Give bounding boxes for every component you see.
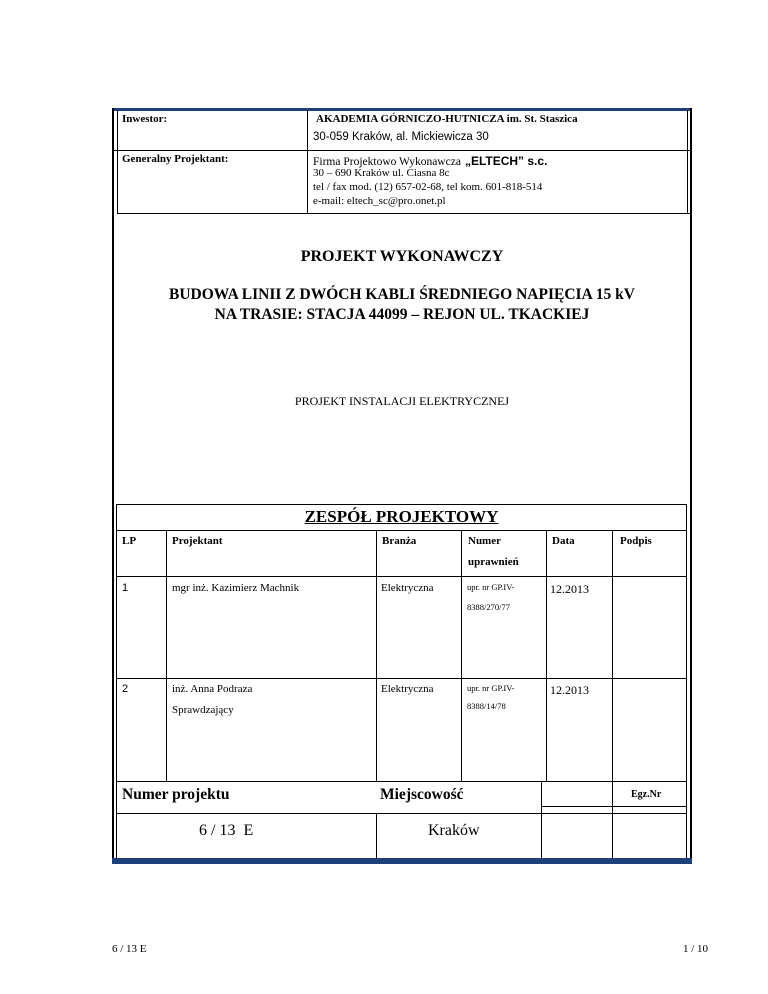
col-header-lp: LP bbox=[122, 535, 137, 547]
team-heading: ZESPÓŁ PROJEKTOWY bbox=[304, 507, 499, 526]
designer-firm-name: „ELTECH” s.c. bbox=[464, 154, 548, 168]
header-bottom bbox=[118, 213, 690, 214]
col-header-podpis: Podpis bbox=[620, 535, 652, 547]
header-col-divider bbox=[307, 110, 308, 214]
team-row1-bottom bbox=[116, 678, 687, 679]
row-branch: Elektryczna bbox=[381, 582, 434, 594]
frame-top-accent bbox=[112, 108, 692, 111]
row-date: 12.2013 bbox=[550, 582, 589, 596]
investor-name: AKADEMIA GÓRNICZO-HUTNICZA im. St. Staszica bbox=[316, 113, 578, 125]
team-table-top bbox=[116, 504, 687, 505]
col-header-data: Data bbox=[552, 535, 575, 547]
designer-firm-prefix: Firma Projektowo Wykonawcza bbox=[313, 156, 461, 168]
row-designer-role: Sprawdzający bbox=[172, 704, 234, 716]
info-divider-location bbox=[541, 781, 542, 859]
location-value: Kraków bbox=[428, 822, 480, 839]
project-number-label: Numer projektu bbox=[122, 786, 230, 803]
info-divider-number bbox=[376, 813, 377, 859]
row-license-line2: 8388/14/78 bbox=[467, 701, 506, 711]
copy-number-label: Egz.Nr bbox=[631, 789, 662, 800]
col-divider-branza bbox=[461, 531, 462, 781]
col-divider-projektant bbox=[376, 531, 377, 781]
project-subtitle-line1: BUDOWA LINII Z DWÓCH KABLI ŚREDNIEGO NAPIĘCIA 15 kV bbox=[169, 286, 635, 303]
designer-label: Generalny Projektant: bbox=[122, 153, 229, 165]
col-header-uprawnien: uprawnień bbox=[468, 556, 519, 568]
header-inner-right bbox=[687, 110, 688, 214]
document-title: PROJEKT WYKONAWCZY bbox=[300, 248, 504, 265]
col-divider-data bbox=[612, 531, 613, 781]
footer-document-number: 6 / 13 E bbox=[112, 943, 147, 955]
investor-address: 30-059 Kraków, al. Mickiewicza 30 bbox=[313, 131, 489, 143]
col-header-branza: Branża bbox=[382, 535, 417, 547]
header-inner-left bbox=[117, 110, 118, 214]
row-license-line1: upr. nr GP.IV- bbox=[467, 683, 515, 693]
frame-left bbox=[112, 108, 114, 864]
row-lp: 2 bbox=[122, 683, 129, 695]
row-license-line2: 8388/270/77 bbox=[467, 602, 510, 612]
designer-email: e-mail: eltech_sc@pro.onet.pl bbox=[313, 195, 446, 207]
location-label: Miejscowość bbox=[380, 786, 464, 803]
header-divider bbox=[114, 150, 690, 151]
page-number: 1 / 10 bbox=[682, 943, 708, 955]
info-divider-egz bbox=[612, 781, 613, 859]
section-title: PROJEKT INSTALACJI ELEKTRYCZNEJ bbox=[294, 394, 510, 408]
project-subtitle-line2: NA TRASIE: STACJA 44099 – REJON UL. TKACKIEJ bbox=[214, 306, 590, 323]
info-row1-top bbox=[116, 781, 687, 782]
investor-label: Inwestor: bbox=[122, 113, 168, 125]
info-row2-top bbox=[116, 813, 687, 814]
row-designer-name: mgr inż. Kazimierz Machnik bbox=[172, 582, 300, 594]
col-divider-lp bbox=[166, 531, 167, 781]
row-branch: Elektryczna bbox=[381, 683, 434, 695]
project-number-value: 6 / 13 E bbox=[199, 822, 254, 839]
frame-bottom-accent bbox=[112, 858, 692, 864]
row-designer-name: inż. Anna Podraza bbox=[172, 683, 253, 695]
row-lp: 1 bbox=[122, 582, 129, 594]
info-left-border bbox=[116, 813, 117, 859]
frame-right bbox=[690, 108, 692, 864]
designer-address: 30 – 690 Kraków ul. Ciasna 8c bbox=[313, 167, 450, 179]
row-date: 12.2013 bbox=[550, 683, 589, 697]
info-row1-bottom-right bbox=[541, 806, 687, 807]
team-header-row-bottom bbox=[116, 576, 687, 577]
col-divider-numer bbox=[546, 531, 547, 781]
team-table-left bbox=[116, 504, 117, 814]
row-license-line1: upr. nr GP.IV- bbox=[467, 582, 515, 592]
team-heading-bottom bbox=[116, 530, 687, 531]
designer-phone: tel / fax mod. (12) 657-02-68, tel kom. 601-818-514 bbox=[313, 181, 543, 193]
col-header-projektant: Projektant bbox=[172, 535, 223, 547]
team-table-right bbox=[686, 504, 687, 858]
col-header-numer: Numer bbox=[468, 535, 501, 547]
